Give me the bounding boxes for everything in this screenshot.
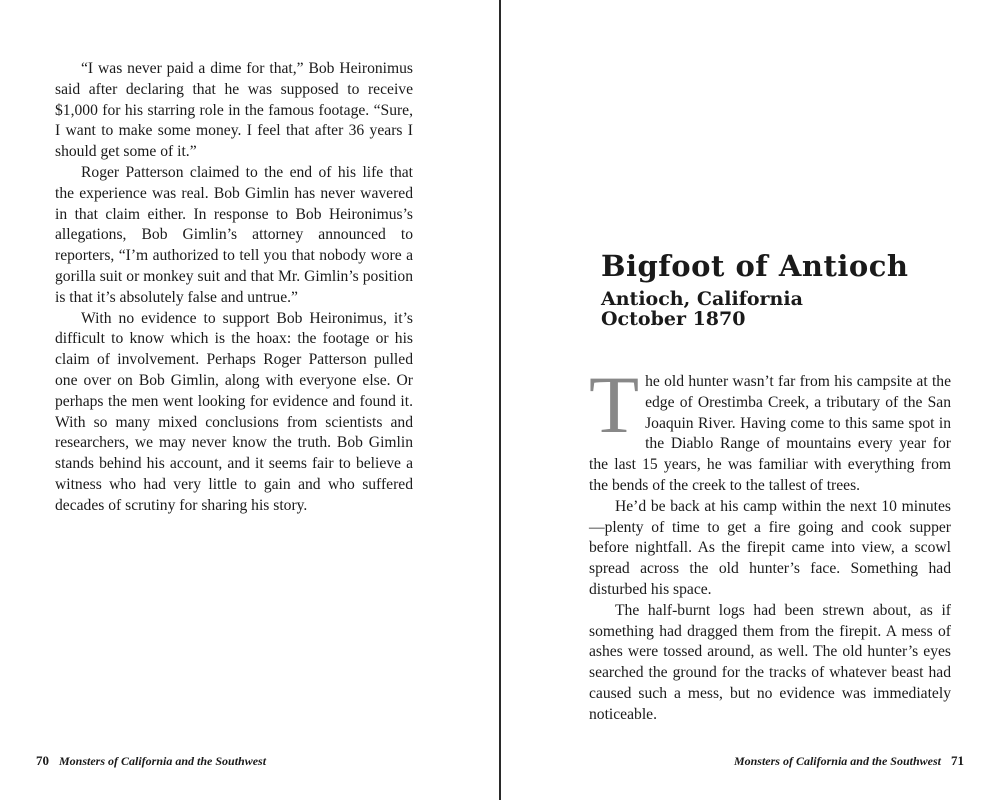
paragraph: “I was never paid a dime for that,” Bob Heironimus said after declaring that he was supposed to receive $1,000 for his starring role in the famous footage. “Sure, I want to make some money. I feel that after 36 years I should get some of it.” — [55, 60, 413, 161]
paragraph: He’d be back at his camp within the next 10 minutes—plenty of time to get a fire going and cook supper before nightfall. As the firepit came into view, a scowl spread across the old hunter’s face. Something had disturbed his space. — [589, 497, 951, 598]
chapter-title: Bigfoot of Antioch — [601, 249, 909, 283]
page-number: 70 — [36, 753, 49, 768]
chapter-subtitle — [601, 289, 803, 329]
page-number: 71 — [951, 753, 964, 768]
paragraph: The half-burnt logs had been strewn about, as if something had dragged them from the firepit. A mess of ashes were tossed around, as well. The old hunter’s eyes searched the ground for the tracks of whatever beast had caused such a mess, but no evidence was immediately noticeable. — [589, 601, 951, 723]
right-page-footer — [734, 753, 964, 769]
drop-cap: T — [589, 359, 640, 450]
paragraph — [589, 359, 951, 497]
right-page — [501, 0, 1000, 800]
right-page-body — [589, 359, 951, 726]
chapter-location: Antioch, California — [601, 288, 803, 310]
first-paragraph-text: he old hunter wasn’t far from his campsite at the edge of Orestimba Creek, a tributary of the San Joaquin River. Having come to this same spot in the Diablo Range of mountains every year for the last 15 years, he was familiar with everything from the bends of the creek to the tallest of trees. — [589, 373, 951, 494]
running-footer: Monsters of California and the Southwest — [59, 754, 267, 768]
left-page — [0, 0, 499, 800]
chapter-date: October 1870 — [601, 308, 746, 330]
paragraph: Roger Patterson claimed to the end of his life that the experience was real. Bob Gimlin has never wavered in that claim either. In response to Bob Heironimus’s allegations, Bob Gimlin’s attorney announced to reporters, “I’m authorized to tell you that nobody wore a gorilla suit or monkey suit and that Mr. Gimlin’s position is that it’s absolutely false and untrue.” — [55, 163, 413, 306]
paragraph: With no evidence to support Bob Heironimus, it’s difficult to know which is the hoax: the footage or his claim of involvement. Perhaps Roger Patterson pulled one over on Bob Gimlin, along with everyone else. Or perhaps the men went looking for evidence and found it. With so many mixed conclusions from scientists and researchers, we may never know the truth. Bob Gimlin stands behind his account, and it seems fair to believe a witness who had very little to gain and who suffered decades of scrutiny for sharing his story. — [55, 309, 413, 514]
left-page-footer — [36, 753, 266, 769]
running-footer: Monsters of California and the Southwest — [733, 754, 941, 768]
left-page-body — [55, 59, 413, 517]
